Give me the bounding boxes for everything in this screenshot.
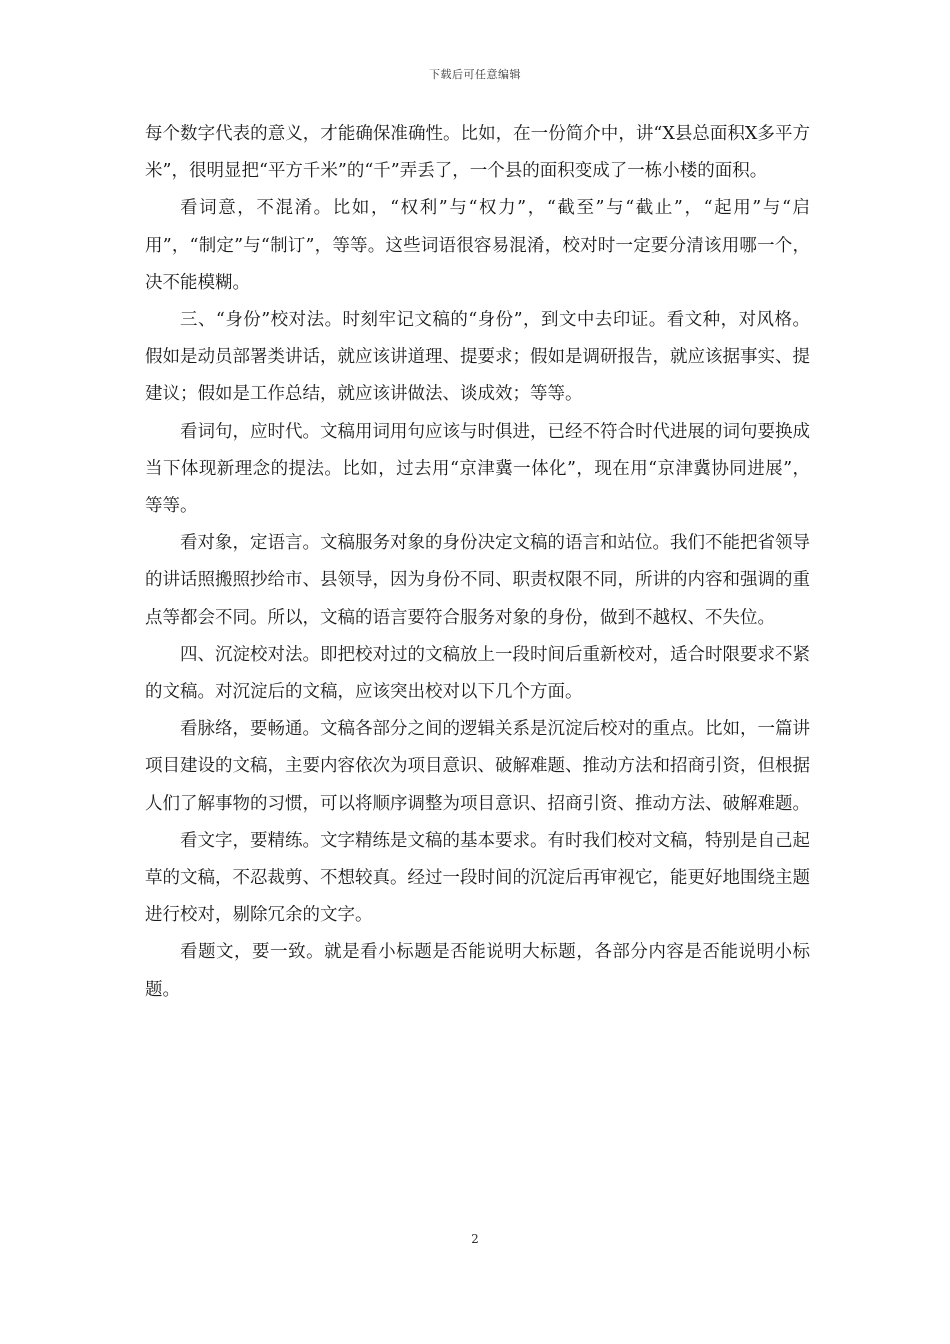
paragraph-concise-text: 看文字，要精练。文字精练是文稿的基本要求。有时我们校对文稿，特别是自己起草的文稿，不忍裁剪、不想较真。经过一段时间的沉淀后再审视它，能更好地围绕主题进行校对，剔除冗余的文字。 [145,830,810,926]
paragraph-identity-method: 三、“身份”校对法。时刻牢记文稿的“身份”，到文中去印证。看文种，对风格。假如是动员部署类讲话，就应该讲道理、提要求；假如是调研报告，就应该据事实、提建议；假如是工作总结，就应该讲做法、谈成效；等等。 [145,310,810,405]
paragraph-words-era: 看词句，应时代。文稿用词用句应该与时俱进，已经不符合时代进展的词句要换成当下体现新理念的提法。比如，过去用“京津冀一体化”，现在用“京津冀协同进展”，等等。 [145,421,810,517]
paragraph-continuation: 每个数字代表的意义，才能确保准确性。比如，在一份简介中，讲“X县总面积X多平方米”，很明显把“平方千米”的“千”弄丢了，一个县的面积变成了一栋小楼的面积。 [145,124,810,182]
page-header: 下载后可任意编辑 [429,68,521,81]
paragraph-structure: 看脉络，要畅通。文稿各部分之间的逻辑关系是沉淀后校对的重点。比如，一篇讲项目建设的文稿，主要内容依次为项目意识、破解难题、推动方法和招商引资，但根据人们了解事物的习惯，可以将顺序调整为项目意识、招商引资、推动方法、破解难题。 [145,719,810,814]
paragraph-word-meaning: 看词意，不混淆。比如，“权利”与“权力”，“截至”与“截止”，“起用”与“启用”，“制定”与“制订”，等等。这些词语很容易混淆，校对时一定要分清该用哪一个，决不能模糊。 [145,198,810,293]
document-body [145,116,810,1009]
paragraph-settling-method: 四、沉淀校对法。即把校对过的文稿放上一段时间后重新校对，适合时限要求不紧的文稿。对沉淀后的文稿，应该突出校对以下几个方面。 [145,644,810,703]
page-number: 2 [471,1232,479,1246]
paragraph-title-consistency: 看题文，要一致。就是看小标题是否能说明大标题，各部分内容是否能说明小标题。 [145,942,810,1000]
paragraph-audience-language: 看对象，定语言。文稿服务对象的身份决定文稿的语言和站位。我们不能把省领导的讲话照搬照抄给市、县领导，因为身份不同、职责权限不同，所讲的内容和强调的重点等都会不同。所以，文稿的语言要符合服务对象的身份，做到不越权、不失位。 [145,533,810,628]
